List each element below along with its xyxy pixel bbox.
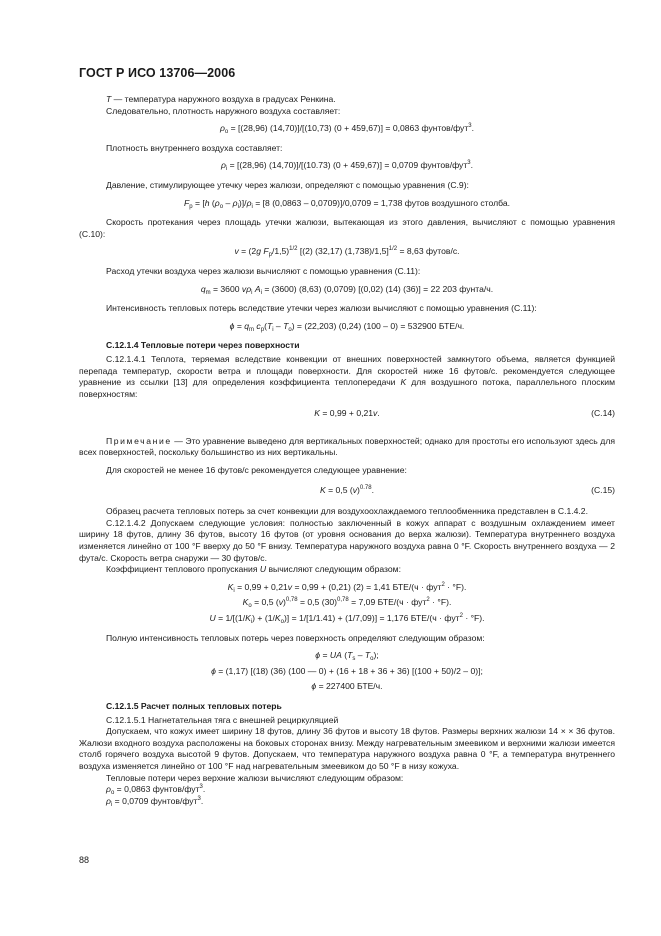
text: ( xyxy=(264,320,267,331)
sub: m xyxy=(249,326,255,333)
var: v xyxy=(373,408,378,419)
sub: i xyxy=(250,619,253,625)
text: для воздушного потока, параллельного плоским поверхностям: xyxy=(79,377,615,399)
rho-i-value xyxy=(79,796,615,808)
text: = 1/[(1/ xyxy=(215,613,246,623)
text: . xyxy=(202,784,206,795)
paragraph: Для скоростей не менее 16 футов/с рекомендуется следующее уравнение: xyxy=(106,465,407,476)
t-definition xyxy=(79,94,615,106)
sub: o xyxy=(280,619,284,625)
sub: i xyxy=(237,203,239,210)
var: g xyxy=(256,246,261,257)
note-text: — Это уравнение выведено для вертикальных поверхностей; однако для простоты его используют здесь для всех поверхностей, поскольку большинство из них вертикальны. xyxy=(79,435,615,458)
sub: i xyxy=(233,587,235,594)
text: = xyxy=(320,650,330,661)
var: K xyxy=(274,613,281,623)
text: – xyxy=(273,320,284,331)
sup: 3 xyxy=(467,160,471,167)
sup: 3 xyxy=(468,123,472,130)
paragraph: Скорость протекания через площадь утечки жалюзи, вытекающая из этого давления, вычисляют с помощью уравнения (С.10): xyxy=(79,217,615,239)
sub: m xyxy=(205,289,211,296)
text: = (2 xyxy=(238,246,257,257)
text: = [(28,96) (14,70)]/[(10.73) (0 + 459,67)] = 0,0709 фунтов/фут xyxy=(227,160,468,171)
var: h xyxy=(204,197,210,208)
note-label: Примечание xyxy=(106,435,172,446)
text: · °F). xyxy=(429,597,452,608)
var: v xyxy=(352,484,358,495)
sub: s xyxy=(352,656,356,663)
text: = 0,5 ( xyxy=(325,484,353,495)
var: T xyxy=(283,320,289,331)
var: K xyxy=(242,597,249,608)
equation-phi-1 xyxy=(79,321,615,333)
text: – xyxy=(223,197,233,208)
sup: 3 xyxy=(197,795,201,802)
var: U xyxy=(259,564,267,575)
paragraph: Расход утечки воздуха через жалюзи вычисляют с помощью уравнения (С.11): xyxy=(106,265,421,276)
var: ρ xyxy=(106,795,111,806)
var: ρ xyxy=(220,160,226,171)
subsection-heading-c12151: С.12.1.5.1 Нагнетательная тяга с внешней рециркуляцией xyxy=(106,714,339,725)
var: U xyxy=(209,613,216,623)
u-intro xyxy=(79,564,615,576)
var: ρ xyxy=(232,197,238,208)
text: ) xyxy=(283,597,286,608)
equation-c14 xyxy=(79,408,615,420)
var: ρ xyxy=(246,197,252,208)
var: ϕ xyxy=(211,665,216,676)
sup: 3 xyxy=(199,784,203,791)
text: · °F). xyxy=(462,613,485,623)
sup: 1/2 xyxy=(289,246,298,253)
text: = xyxy=(234,320,245,331)
paragraph: Тепловые потери через верхние жалюзи вычисляют следующим образом: xyxy=(106,772,404,783)
var: v xyxy=(287,581,293,592)
sub: i xyxy=(272,326,274,333)
var: q xyxy=(200,283,206,294)
var: F xyxy=(263,246,269,257)
text: . xyxy=(471,123,475,134)
equation-rho-i xyxy=(79,160,615,172)
paragraph: Образец расчета тепловых потерь за счет конвекции для воздухоохлаждаемого теплообменника представлен в С.1.4.2. xyxy=(106,506,588,517)
text: = 0,5 ( xyxy=(251,597,279,608)
var: T xyxy=(106,94,112,104)
var: U xyxy=(329,650,337,661)
sup: 1/2 xyxy=(388,246,398,253)
text: · °F). xyxy=(444,581,467,592)
text: = 0,0709 фунтов/фут xyxy=(112,795,198,806)
equation-ki xyxy=(79,582,615,594)
var: K xyxy=(227,581,234,592)
sub: p xyxy=(189,203,193,210)
sub: i xyxy=(251,203,253,210)
var: K xyxy=(320,484,326,495)
var: ρ xyxy=(214,197,220,208)
text: ); xyxy=(373,650,379,661)
equation-number: (С.14) xyxy=(591,408,615,419)
sub: o xyxy=(110,790,115,797)
document-body xyxy=(79,94,615,807)
page-number: 88 xyxy=(79,855,90,865)
sup: 2 xyxy=(426,597,430,604)
var: q xyxy=(244,320,250,331)
equation-phi-2 xyxy=(79,650,615,662)
var: T xyxy=(364,650,371,661)
sup: 0,78 xyxy=(337,597,349,604)
equation-v xyxy=(79,246,615,258)
sub: o xyxy=(219,203,224,210)
var: K xyxy=(314,408,320,419)
var: ρ xyxy=(106,784,111,795)
sub: p xyxy=(260,326,265,333)
sub: o xyxy=(288,326,292,333)
text: — температура наружного воздуха в градусах Ренкина. xyxy=(111,94,336,104)
sub: o xyxy=(224,129,229,136)
text: ) = (22,203) (0,24) (100 – 0) = 532900 БТЕ/ч. xyxy=(291,320,465,331)
sup: 2 xyxy=(459,613,463,619)
text: )]/ xyxy=(238,197,247,208)
paragraph-c12141 xyxy=(79,354,615,400)
var: T xyxy=(266,320,273,331)
text: [(2) (32,17) (1,738)/1,5] xyxy=(297,246,389,257)
text: = [8 (0,0863 – 0,0709)]/0,0709 = 1,738 футов воздушного столба. xyxy=(252,197,511,208)
sup: 0,78 xyxy=(285,597,298,604)
var: A xyxy=(336,650,342,661)
text: /1,5) xyxy=(271,246,290,257)
text: . xyxy=(377,408,380,419)
equation-qm xyxy=(79,284,615,296)
sub: i xyxy=(225,166,228,173)
text: )] = 1/[1/1.41) + (1/7,09)] = 1,176 БТЕ/(ч · фут xyxy=(283,613,460,623)
var: K xyxy=(245,613,251,623)
text: . xyxy=(371,484,374,495)
text: = 0,0863 фунтов/фут xyxy=(114,784,200,795)
sub: p xyxy=(268,252,272,259)
sub: i xyxy=(110,801,113,808)
text: = 0,99 + (0,21) (2) = 1,41 БТЕ/(ч · фут xyxy=(292,581,442,592)
text: ( xyxy=(341,650,348,661)
var: K xyxy=(400,377,407,388)
text: ) xyxy=(357,484,360,495)
text: . xyxy=(200,795,204,806)
var: v xyxy=(241,283,247,294)
sup: 0.78 xyxy=(359,484,372,491)
var: c xyxy=(256,320,261,331)
text: = 3600 xyxy=(210,283,242,294)
note-paragraph xyxy=(79,436,615,459)
text: = 227400 БТЕ/ч. xyxy=(316,681,383,692)
text: Коэффициент теплового пропускания xyxy=(106,564,260,575)
equation-phi-3 xyxy=(79,666,615,678)
equation-ko xyxy=(79,597,615,609)
equation-c15 xyxy=(79,485,615,497)
equation-fp xyxy=(79,198,615,210)
equation-rho-o xyxy=(79,123,615,135)
paragraph-c12151: Допускаем, что кожух имеет ширину 18 футов, длину 36 футов и высоту 18 футов. Размеры верхних жалюзи 14 × × 36 футов. Жалюзи входного воздуха расположены на боковых сторонах внизу. Между нагревательным змеевиком и верхними жалюзи имеется столб горячего воздуха высотой 9 футов. Допускаем, что температура наружного воздуха равна 0 °F, а температура внутреннего воздуха изменяется линейно от 100 °F над нагревательным змеевиком до 50 °F в низу кожуха. xyxy=(79,726,615,771)
text: = 0,99 + 0,21 xyxy=(320,408,374,419)
var: T xyxy=(347,650,353,661)
paragraph-c12142: С.12.1.4.2 Допускаем следующие условия: полностью заключенный в кожух аппарат с воздушным охлаждением имеет ширину 18 футов, длину 36 футов, высоту 16 футов (от уровня основания до верха жалюзи). Температура внутреннего воздуха изменяется линейно от 100 °F вверху до 50 °F внизу. Температура наружного воздуха равна 0 °F. Скорость внутреннего воздуха — 2 фута/с. Скорость ветра снаружи — 30 футов/с. xyxy=(79,517,615,563)
text: = 0,5 (30) xyxy=(297,597,338,608)
paragraph: Полную интенсивность тепловых потерь через поверхность определяют следующим образом: xyxy=(106,632,485,643)
page-header-title: ГОСТ Р ИСО 13706—2006 xyxy=(79,66,236,80)
sub: i xyxy=(251,289,253,296)
text: = 8,63 футов/с. xyxy=(397,246,460,257)
var: ϕ xyxy=(315,650,321,661)
sub: o xyxy=(248,603,252,610)
var: F xyxy=(183,197,190,208)
var: v xyxy=(278,597,284,608)
paragraph: Плотность внутреннего воздуха составляет: xyxy=(106,142,283,153)
var: ρ xyxy=(246,283,252,294)
equation-number: (С.15) xyxy=(591,484,615,495)
equation-u xyxy=(79,613,615,625)
text: = 7,09 БТЕ/(ч · фут xyxy=(348,597,427,608)
paragraph: Давление, стимулирующее утечку через жалюзи, определяют с помощью уравнения (С.9): xyxy=(106,179,469,190)
text: = 0,99 + 0,21 xyxy=(234,581,288,592)
sup: 2 xyxy=(441,581,445,588)
text: ( xyxy=(209,197,215,208)
var: v xyxy=(234,246,239,257)
paragraph: Следовательно, плотность наружного воздуха составляет: xyxy=(106,105,341,116)
text: С.12.1.4.1 Теплота, теряемая вследствие конвекции от внешних поверхностей замкнутого объема, является функцией перепада температур, скорости ветра и площади поверхности. Для скоростей ниже 16 футов/с. рекомендуется следующее уравнение из ссылки [13] для определения коэффициента теплопередачи xyxy=(79,353,615,388)
var: ϕ xyxy=(229,320,235,331)
text: = (1,17) [(18) (36) (100 — 0) + (16 + 18 + 36 + 36) [(100 + 50)/2 – 0)]; xyxy=(215,665,483,676)
text: = [(28,96) (14,70)]/[(10,73) (0 + 459,67)] = 0,0863 фунтов/фут xyxy=(228,123,469,134)
text: = (3600) (8,63) (0,0709) [(0,02) (14) (36)] = 22 203 фунта/ч. xyxy=(261,283,494,294)
var: ρ xyxy=(219,123,225,134)
text: ) + (1/ xyxy=(252,613,275,623)
var: A xyxy=(254,283,261,294)
var: ϕ xyxy=(311,681,317,692)
equation-phi-4 xyxy=(79,681,615,693)
sub: i xyxy=(260,289,262,296)
section-heading-c1214: C.12.1.4 Тепловые потери через поверхности xyxy=(106,340,300,351)
text: вычисляют следующим образом: xyxy=(266,564,401,575)
rho-o-value xyxy=(79,784,615,796)
section-heading-c1215: С.12.1.5 Расчет полных тепловых потерь xyxy=(106,700,282,711)
text: . xyxy=(470,160,474,171)
paragraph: Интенсивность тепловых потерь вследствие утечки через жалюзи вычисляют с помощью уравнения (С.11): xyxy=(106,303,537,314)
text: = [ xyxy=(192,197,205,208)
text: – xyxy=(355,650,365,661)
sub: o xyxy=(370,656,374,663)
